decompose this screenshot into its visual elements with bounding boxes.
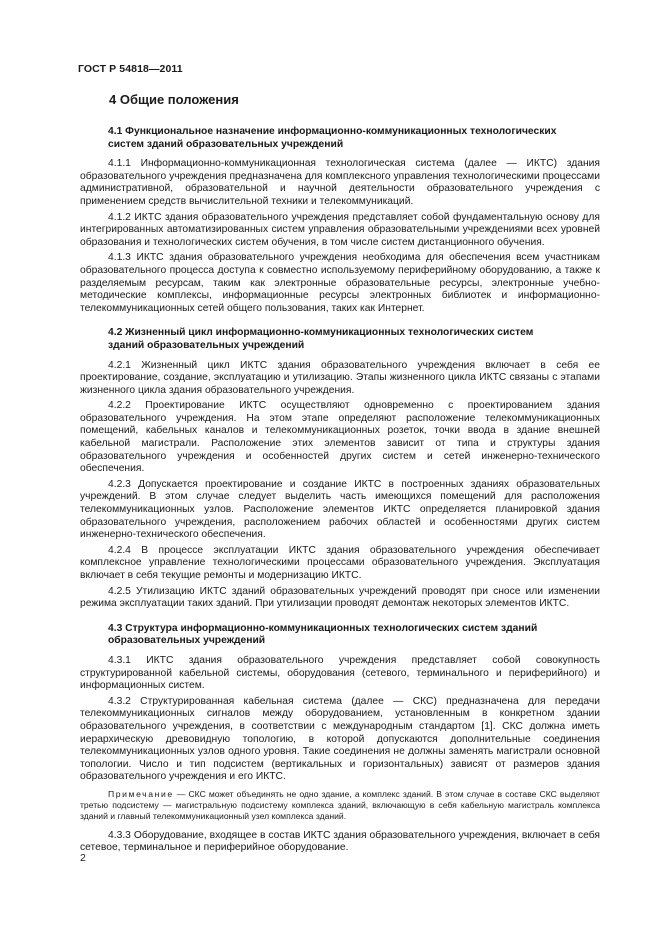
paragraph: 4.3.1 ИКТС здания образовательного учреждения представляет собой совокупность структурированной кабельной системы, оборудования (сетевого, терминального и периферийного) и информационных систем. <box>80 654 600 692</box>
subsection-title-4-3 <box>80 623 600 648</box>
paragraph: 4.2.1 Жизненный цикл ИКТС здания образовательного учреждения включает в себя ее проектирование, создание, эксплуатацию и утилизацию. Этапы жизненного цикла ИКТС связаны с этапами жизненного цикла здания образовательного учреждения. <box>80 359 600 396</box>
document-code: ГОСТ Р 54818—2011 <box>78 63 183 75</box>
subsection-title-line: 4.2 Жизненный цикл информационно-коммуникационных технологических систем <box>108 327 534 339</box>
section-title: 4 Общие положения <box>109 92 239 107</box>
subsection-title-line: зданий образовательных учреждений <box>108 339 305 351</box>
note <box>80 789 600 823</box>
paragraph: 4.1.2 ИКТС здания образовательного учреждения представляет собой фундаментальную основу для интегрированных автоматизированных систем управления образовательными учреждениями всех уровней образования и технологических систем обучения, в том числе систем дистанционного обучения. <box>80 211 600 248</box>
subsection-title-line: 4.1 Функциональное назначение информационно-коммуникационных технологических <box>108 126 557 137</box>
paragraph: 4.1.3 ИКТС здания образовательного учреждения необходима для обеспечения всем участникам образовательного процесса доступа к совместно используемому периферийному оборудованию, а также к разделяемым ресурсам, таким как электронные образовательные ресурсы, электронные учебно-методические комплексы, информационные ресурсы электронных библиотек и информационно-телекоммуникационных сетей общего пользования, таких как Интернет. <box>80 252 600 314</box>
note-label: Примечание <box>108 788 174 799</box>
paragraph: 4.3.2 Структурированная кабельная система (далее — СКС) предназначена для передачи телекоммуникационных сигналов между оборудованием, установленным в конкретном здании образовательного учреждения, в соответствии с международным стандартом [1]. СКС должна иметь иерархическую древовидную топологию, в которой допускаются дополнительные соединения телекоммуникационных узлов одного уровня. Такие соединения не должны заменять магистрали основной топологии. Число и тип подсистем (вертикальных и горизонтальных) зависят от размеров здания образовательного учреждения и его ИКТС. <box>80 695 600 783</box>
note-text: — СКС может объединять не одно здание, а комплекс зданий. В этом случае в составе СКС выделяют третью подсистему — магистральную подсистему комплекса зданий, включающую в себя кабельную магистраль комплекса зданий и главный телекоммуникационный узел комплекса зданий. <box>80 788 600 822</box>
paragraph: 4.2.4 В процессе эксплуатации ИКТС здания образовательного учреждения обеспечивает комплексное управление технологическими процессами образовательного учреждения. Эксплуатация включает в себя текущие ремонты и модернизацию ИКТС. <box>80 544 600 581</box>
paragraph: 4.2.2 Проектирование ИКТС осуществляют одновременно с проектированием здания образовательного учреждения. На этом этапе определяют расположение телекоммуникационных помещений, кабельных каналов и телекоммуникационных розеток, точки ввода в здание внешней кабельной магистрали. Расположение этих элементов зависит от типа и структуры здания образовательного учреждения и особенностей других систем и сетей инженерно-технического обеспечения. <box>80 400 600 475</box>
paragraph: 4.3.3 Оборудование, входящее в состав ИКТС здания образовательного учреждения, включает в себя сетевое, терминальное и периферийное оборудование. <box>80 829 600 854</box>
subsection-title-line: систем зданий образовательных учреждений <box>108 138 344 150</box>
subsection-title-4-2 <box>80 327 600 352</box>
subsection-title-line: 4.3 Структура информационно-коммуникационных технологических систем зданий <box>108 622 538 634</box>
paragraph: 4.1.1 Информационно-коммуникационная технологическая система (далее — ИКТС) здания образовательного учреждения предназначена для комплексного управления технологическими процессами административной, образовательной и научной деятельности образовательного учреждения с применением средств вычислительной техники и телекоммуникаций. <box>80 158 600 207</box>
page-number: 2 <box>80 852 86 864</box>
subsection-title-line: образовательных учреждений <box>108 635 266 647</box>
subsection-title-4-1 <box>80 126 600 151</box>
paragraph: 4.2.3 Допускается проектирование и создание ИКТС в построенных зданиях образовательных учреждений. В этом случае следует выделить часть имеющихся помещений для расположения телекоммуникационных узлов. Расположение элементов ИКТС определяется планировкой здания образовательного учреждения, расположением рабочих областей и особенностями других систем инженерно-технического обеспечения. <box>80 478 600 541</box>
paragraph: 4.2.5 Утилизацию ИКТС зданий образовательных учреждений проводят при сносе или изменении режима эксплуатации таких зданий. При утилизации проводят демонтаж некоторых элементов ИКТС. <box>80 585 600 610</box>
document-body <box>80 92 600 858</box>
